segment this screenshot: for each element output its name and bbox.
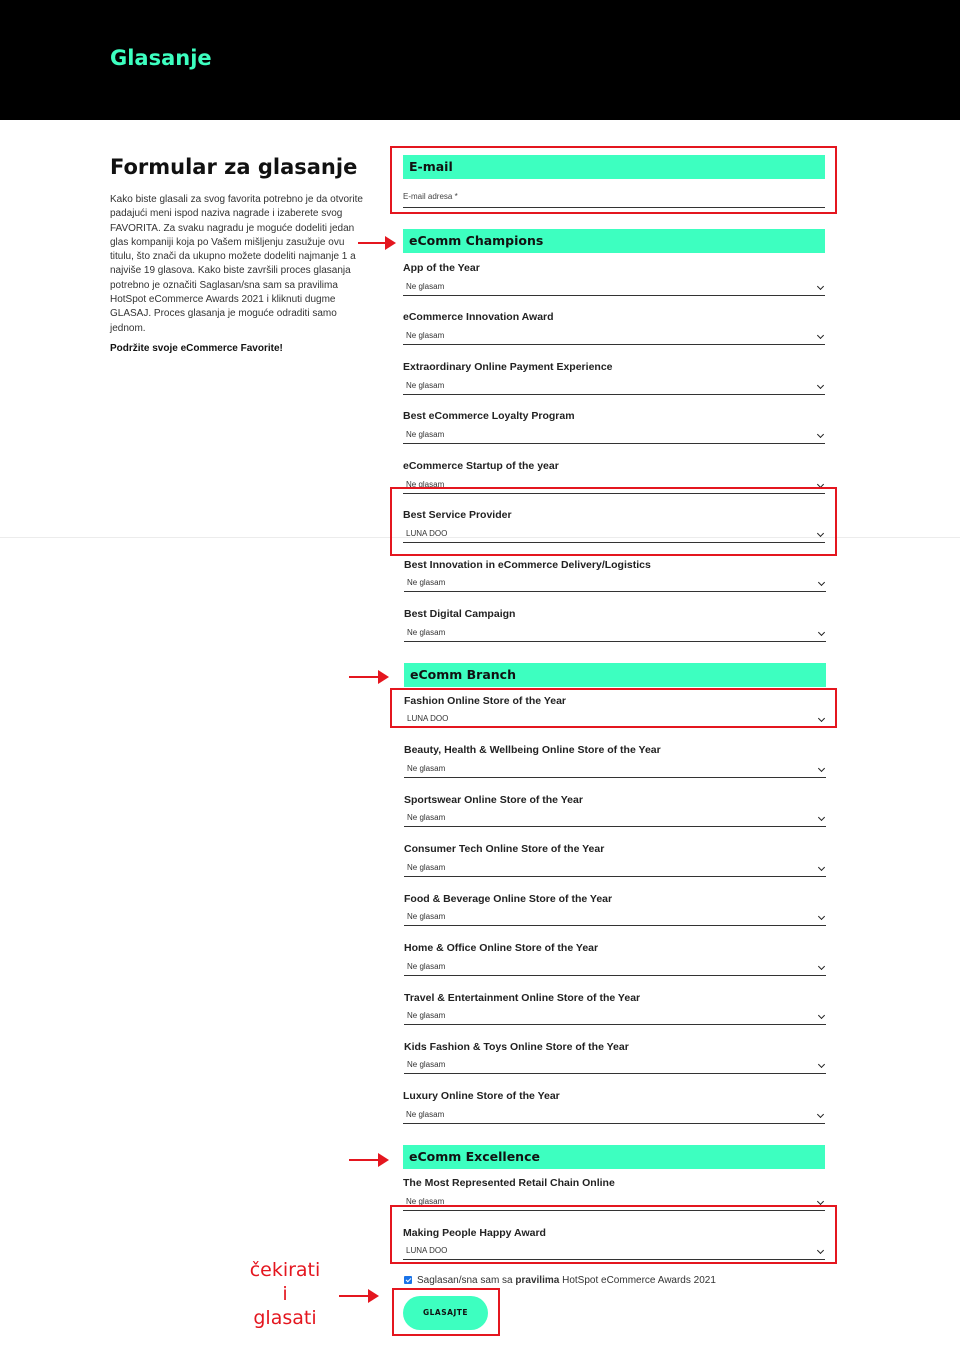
award-label: Extraordinary Online Payment Experience bbox=[403, 361, 613, 373]
award-select[interactable] bbox=[404, 1009, 826, 1022]
award-select[interactable] bbox=[404, 762, 826, 775]
award-select[interactable] bbox=[404, 811, 826, 824]
award-select-value: Ne glasam bbox=[406, 381, 445, 390]
intro-line: HotSpot eCommerce Awards 2021 i kliknuti dugme bbox=[110, 294, 336, 306]
chevron-down-icon[interactable] bbox=[818, 629, 825, 636]
chevron-down-icon[interactable] bbox=[817, 1198, 824, 1205]
chevron-down-icon[interactable] bbox=[818, 963, 825, 970]
award-label: Making People Happy Award bbox=[403, 1227, 546, 1239]
section-branch: eComm Branch bbox=[404, 663, 826, 687]
select-underline bbox=[404, 1073, 826, 1074]
award-select-value: Ne glasam bbox=[406, 430, 445, 439]
chevron-down-icon[interactable] bbox=[817, 431, 824, 438]
annotation-line: glasati bbox=[253, 1307, 317, 1329]
award-select-value: Ne glasam bbox=[407, 1060, 446, 1069]
highlight-fashion-store bbox=[390, 688, 837, 728]
chevron-down-icon[interactable] bbox=[817, 332, 824, 339]
chevron-down-icon[interactable] bbox=[818, 913, 825, 920]
section-email: E-mail bbox=[403, 155, 825, 179]
award-select[interactable] bbox=[403, 329, 825, 342]
chevron-down-icon[interactable] bbox=[818, 1012, 825, 1019]
highlight-submit bbox=[392, 1288, 500, 1336]
arrow-icon bbox=[358, 242, 394, 244]
page-header bbox=[0, 0, 960, 120]
award-label: Consumer Tech Online Store of the Year bbox=[404, 843, 605, 855]
select-underline bbox=[404, 925, 826, 926]
select-underline bbox=[404, 876, 826, 877]
intro-text bbox=[110, 193, 372, 336]
award-select-value: Ne glasam bbox=[407, 813, 446, 822]
award-select-value: Ne glasam bbox=[406, 1110, 445, 1119]
award-label: Best eCommerce Loyalty Program bbox=[403, 410, 575, 422]
intro-line: jednom. bbox=[110, 322, 146, 334]
award-select-value: Ne glasam bbox=[407, 764, 446, 773]
award-label: Fashion Online Store of the Year bbox=[404, 695, 567, 707]
form-title: Formular za glasanje bbox=[110, 155, 358, 179]
arrow-icon bbox=[339, 1295, 377, 1297]
award-label: The Most Represented Retail Chain Online bbox=[403, 1177, 615, 1189]
award-label: Luxury Online Store of the Year bbox=[403, 1090, 560, 1102]
annotation-line: i bbox=[282, 1283, 288, 1305]
chevron-down-icon[interactable] bbox=[818, 579, 825, 586]
award-select[interactable] bbox=[404, 861, 826, 874]
intro-line: Kako biste glasali za svog favorita potrebno je da otvorite bbox=[110, 194, 363, 205]
award-label: Best Digital Campaign bbox=[404, 608, 516, 620]
intro-line: titulu, što znači da ukupno možete dodeliti najmanje 1 a bbox=[110, 251, 356, 263]
select-underline bbox=[403, 394, 825, 395]
page-title: Glasanje bbox=[110, 46, 212, 70]
award-select[interactable] bbox=[404, 960, 826, 973]
award-select-value: Ne glasam bbox=[407, 1011, 446, 1020]
award-label: Best Innovation in eCommerce Delivery/Logistics bbox=[404, 559, 651, 571]
chevron-down-icon[interactable] bbox=[818, 814, 825, 821]
intro-line: padajući meni ispod naziva nagrade i izaberete svog bbox=[110, 208, 343, 220]
intro-line: najviše 19 glasova. Kako biste završili proces glasanja bbox=[110, 265, 351, 277]
email-field-label[interactable]: E-mail adresa * bbox=[403, 192, 458, 201]
award-select-value: Ne glasam bbox=[406, 282, 445, 291]
award-label: Travel & Entertainment Online Store of the Year bbox=[404, 992, 641, 1004]
award-select[interactable] bbox=[404, 626, 826, 639]
arrow-icon bbox=[349, 1159, 387, 1161]
award-label: Food & Beverage Online Store of the Year bbox=[404, 893, 613, 905]
award-label: App of the Year bbox=[403, 262, 480, 274]
select-underline bbox=[404, 641, 826, 642]
select-underline bbox=[404, 1024, 826, 1025]
award-label: eCommerce Startup of the year bbox=[403, 460, 559, 472]
chevron-down-icon[interactable] bbox=[818, 765, 825, 772]
highlight-email bbox=[390, 146, 837, 214]
award-select[interactable] bbox=[403, 428, 825, 441]
intro-line: GLASAJ. Proces glasanja je moguće odraditi samo bbox=[110, 308, 337, 320]
select-underline bbox=[404, 777, 826, 778]
chevron-down-icon[interactable] bbox=[817, 283, 824, 290]
award-select-value: Ne glasam bbox=[406, 331, 445, 340]
select-underline bbox=[404, 826, 826, 827]
award-select-value: Ne glasam bbox=[407, 962, 446, 971]
select-underline bbox=[404, 975, 826, 976]
award-select[interactable] bbox=[403, 379, 825, 392]
chevron-down-icon[interactable] bbox=[817, 382, 824, 389]
agree-text-tail: HotSpot eCommerce Awards 2021 bbox=[562, 1275, 716, 1286]
intro-line: FAVORITA. Za svaku nagradu je moguće dodeliti jedan bbox=[110, 222, 355, 234]
award-label: Sportswear Online Store of the Year bbox=[404, 794, 583, 806]
award-select-value: Ne glasam bbox=[407, 912, 446, 921]
award-select-value: LUNA DOO bbox=[406, 529, 448, 538]
award-select[interactable] bbox=[404, 576, 826, 589]
select-underline bbox=[403, 443, 825, 444]
award-label: Kids Fashion & Toys Online Store of the Year bbox=[404, 1041, 629, 1053]
award-select[interactable] bbox=[404, 910, 826, 923]
intro-line: potrebno je označiti Saglasan/sna sam sa pravilima bbox=[110, 279, 338, 291]
award-select[interactable] bbox=[403, 280, 825, 293]
chevron-down-icon[interactable] bbox=[818, 1061, 825, 1068]
award-select[interactable] bbox=[404, 1058, 826, 1071]
select-underline bbox=[404, 591, 826, 592]
award-label: Beauty, Health & Wellbeing Online Store of the Year bbox=[404, 744, 661, 756]
award-select-value: Ne glasam bbox=[406, 1197, 445, 1206]
arrow-icon bbox=[349, 676, 387, 678]
award-select-value: LUNA DOO bbox=[406, 1246, 448, 1255]
award-label: Home & Office Online Store of the Year bbox=[404, 942, 599, 954]
award-select-value: Ne glasam bbox=[407, 578, 446, 587]
intro-line: glas kompaniji koja po Vašem mišljenju zasužuje ovu bbox=[110, 236, 345, 248]
chevron-down-icon[interactable] bbox=[817, 1111, 824, 1118]
section-champions: eComm Champions bbox=[403, 229, 825, 253]
agree-row[interactable] bbox=[404, 1275, 716, 1286]
chevron-down-icon[interactable] bbox=[818, 864, 825, 871]
award-select-value: Ne glasam bbox=[407, 628, 446, 637]
highlight-making-people-happy bbox=[390, 1205, 837, 1264]
annotation-note bbox=[240, 1258, 330, 1330]
support-text: Podržite svoje eCommerce Favorite! bbox=[110, 343, 283, 354]
submit-button[interactable]: GLASAJTE bbox=[403, 1296, 488, 1330]
agree-checkbox[interactable] bbox=[404, 1276, 412, 1284]
select-underline bbox=[403, 344, 825, 345]
award-label: Best Service Provider bbox=[403, 509, 512, 521]
section-excellence: eComm Excellence bbox=[403, 1145, 825, 1169]
award-label: eCommerce Innovation Award bbox=[403, 311, 554, 323]
annotation-line: čekirati bbox=[249, 1259, 321, 1281]
select-underline bbox=[403, 295, 825, 296]
award-select-value: Ne glasam bbox=[406, 480, 445, 489]
award-select-value: LUNA DOO bbox=[407, 714, 449, 723]
select-underline bbox=[403, 1123, 825, 1124]
award-select[interactable] bbox=[403, 1108, 825, 1121]
award-select-value: Ne glasam bbox=[407, 863, 446, 872]
highlight-best-service-provider bbox=[390, 487, 837, 556]
agree-text: Saglasan/sna sam sa bbox=[417, 1275, 513, 1286]
rules-link[interactable]: pravilima bbox=[515, 1275, 560, 1286]
